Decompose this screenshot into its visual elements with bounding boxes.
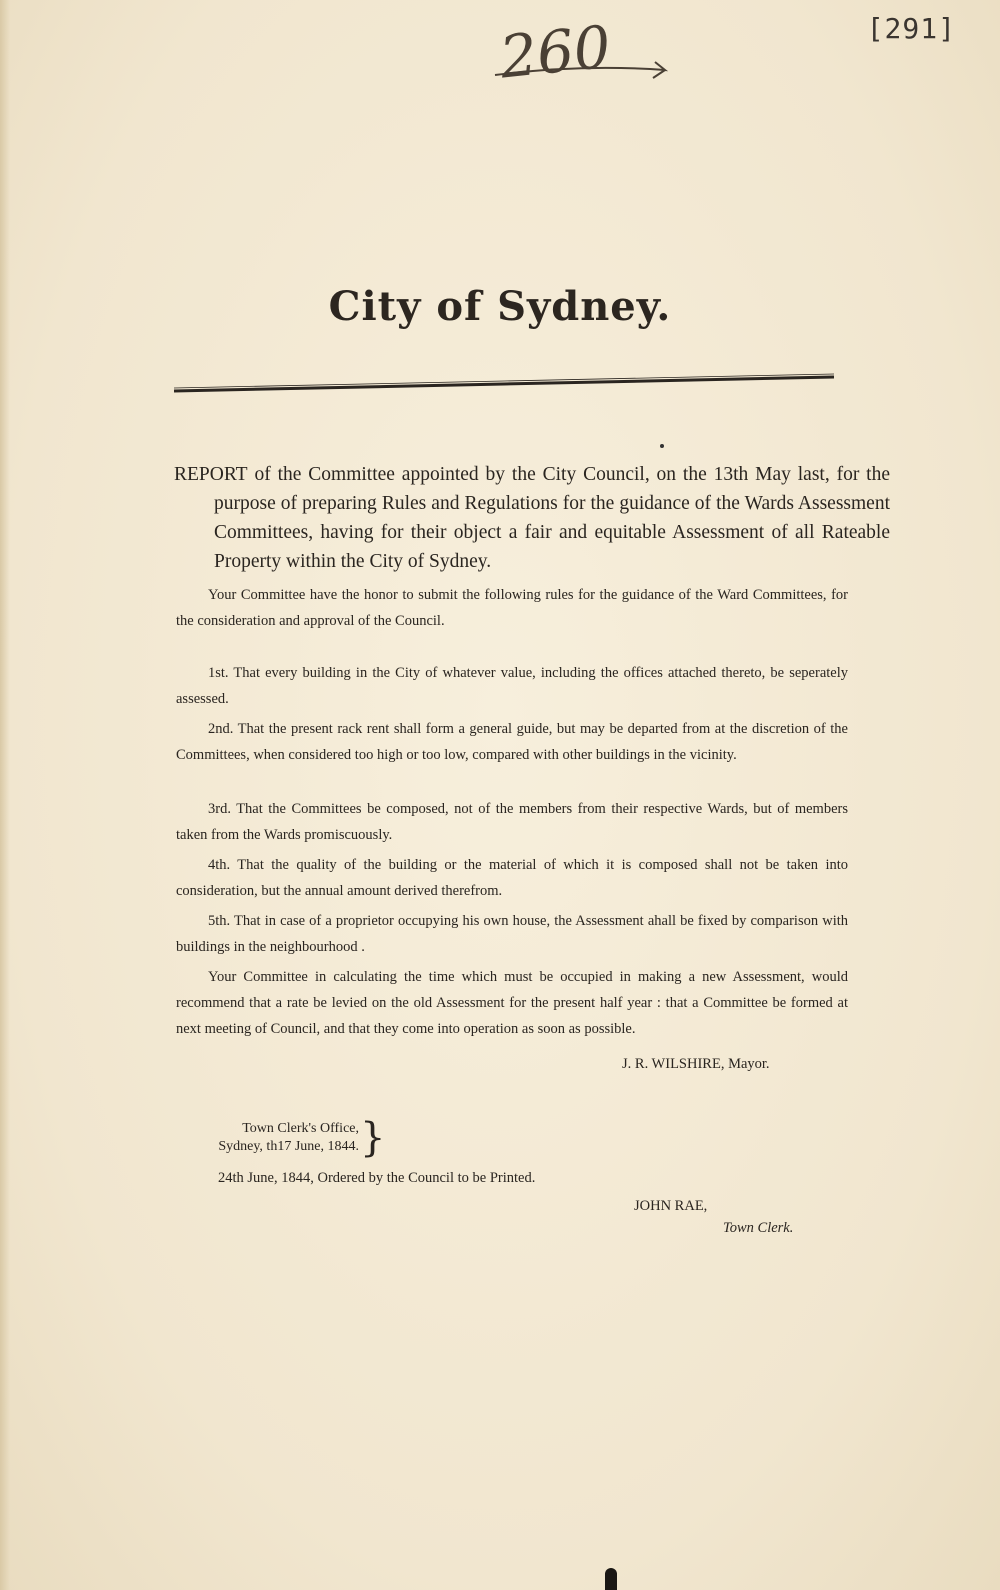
paragraph-rule-5: 5th. That in case of a proprietor occupying his own house, the Assessment ahall be fixed by comparison with buildings in the neighbourhood . [176, 913, 848, 955]
paragraph-intro: Your Committee have the honor to submit the following rules for the guidance of the Ward Committees, for the consideration and approval of the Council. [176, 587, 848, 629]
paragraph-rule-4: 4th. That the quality of the building or the material of which it is composed shall not be taken into consideration, but the annual amount derived therefrom. [176, 857, 848, 899]
paragraph-recommendation: Your Committee in calculating the time which must be occupied in making a new Assessment, would recommend that a rate be levied on the old Assessment for the present half year : that a Committee be formed at next meeting of Council, and that they come into operation as soon as possible. [176, 969, 848, 1037]
report-heading-first-word: REPORT [174, 464, 248, 485]
handwritten-page-number: 260 [496, 12, 614, 92]
report-heading-text: of the Committee appointed by the City Council, on the 13th May last, for the purpose of preparing Rules and Regulations for the guidance of the Wards Assessment Committees, having for their object a fair and equitable Assessment of all Rateable Property within the City of Sydney. [214, 464, 891, 572]
town-clerk-title: Town Clerk. [723, 1220, 794, 1236]
order-note: 24th June, 1844, Ordered by the Council to be Printed. [218, 1170, 536, 1186]
ink-dot [660, 444, 664, 448]
mayor-signature: J. R. WILSHIRE, Mayor. [622, 1056, 770, 1072]
page-edge-shadow [0, 0, 10, 1590]
office-address [184, 1120, 359, 1156]
office-line-2: Sydney, th17 June, 1844. [218, 1139, 359, 1154]
folio-number: [291] [866, 12, 956, 45]
paragraph-rule-3: 3rd. That the Committees be composed, not of the members from their respective Wards, but of members taken from the Wards promiscuously. [176, 801, 848, 843]
handwritten-flourish [490, 40, 690, 90]
title-rule [174, 372, 834, 394]
page-title: City of Sydney. [328, 283, 672, 330]
paragraph-rule-1: 1st. That every building in the City of whatever value, including the offices attached thereto, be seperately assessed. [176, 665, 848, 707]
brace-glyph: } [360, 1115, 386, 1161]
town-clerk-name: JOHN RAE, [634, 1198, 708, 1214]
report-heading [174, 460, 890, 576]
paragraph-rule-2: 2nd. That the present rack rent shall form a general guide, but may be departed from at the discretion of the Committees, when considered too high or too low, compared with other buildings in the vicinity. [176, 721, 848, 763]
office-line-1: Town Clerk's Office, [242, 1121, 359, 1136]
binding-hole [605, 1568, 617, 1590]
